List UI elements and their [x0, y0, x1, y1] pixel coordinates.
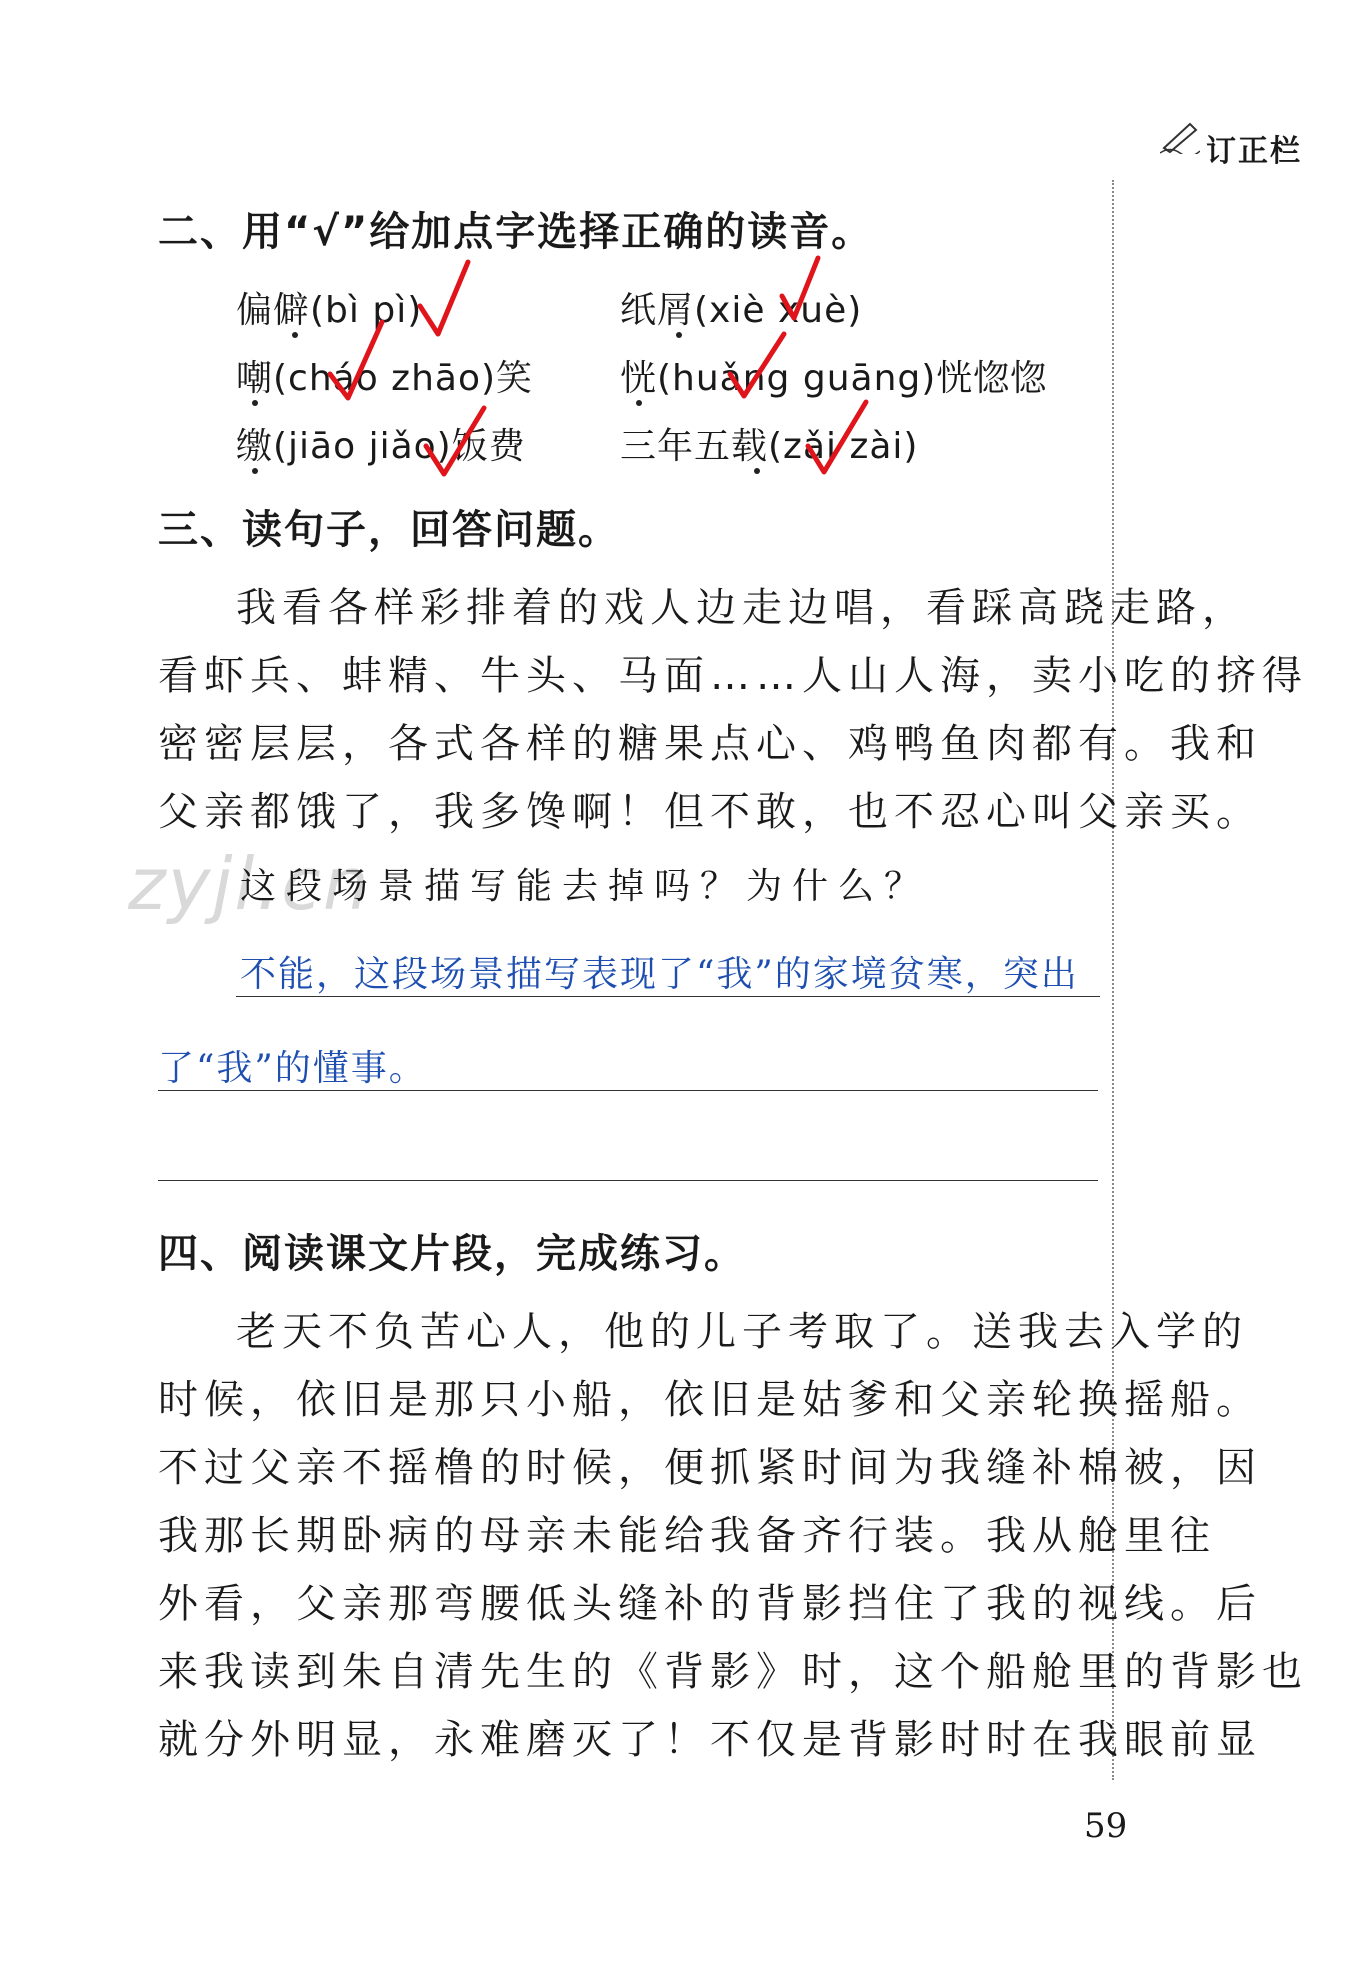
pinyin-item: 缴(jiāo jiǎo)饭费	[236, 426, 526, 467]
passage-line: 来我读到朱自清先生的《背影》时，这个船舱里的背影也	[158, 1649, 1308, 1695]
passage-line: 就分外明显，永难磨灭了！不仅是背影时时在我眼前显	[158, 1717, 1262, 1763]
answer-rule	[158, 1180, 1098, 1181]
passage-line: 外看，父亲那弯腰低头缝补的背影挡住了我的视线。后	[158, 1581, 1262, 1627]
passage-line: 老天不负苦心人，他的儿子考取了。送我去入学的	[236, 1309, 1248, 1355]
check-marks	[0, 0, 1355, 520]
passage-line: 父亲都饿了，我多馋啊！但不敢，也不忍心叫父亲买。	[158, 789, 1262, 835]
answer-rule	[236, 996, 1100, 997]
section2-heading: 二、用“√”给加点字选择正确的读音。	[158, 209, 874, 255]
page-number: 59	[1084, 1806, 1128, 1846]
section3-heading: 三、读句子，回答问题。	[158, 507, 620, 553]
check-mark	[330, 322, 382, 398]
passage-line: 时候，依旧是那只小船，依旧是姑爹和父亲轮换摇船。	[158, 1377, 1262, 1423]
check-mark	[808, 402, 866, 472]
pinyin-item: 恍(huǎng guāng)恍惚惚	[620, 358, 1048, 399]
pinyin-item: 偏僻(bì pì)	[236, 290, 423, 331]
pinyin-item: 三年五载(zǎi zài)	[620, 426, 919, 467]
question-text: 这段场景描写能去掉吗？为什么？	[240, 866, 931, 907]
passage-line: 不过父亲不摇橹的时候，便抓紧时间为我缝补棉被，因	[158, 1445, 1262, 1491]
correction-column-label: 订正栏	[1206, 134, 1302, 169]
section4-heading: 四、阅读课文片段，完成练习。	[158, 1231, 746, 1277]
passage-line: 我那长期卧病的母亲未能给我备齐行装。我从舱里往	[158, 1513, 1216, 1559]
answer-rule	[158, 1090, 1098, 1091]
watermark: zyjl.cn	[128, 842, 371, 926]
answer-text-line2: 了“我”的懂事。	[158, 1048, 427, 1089]
answer-text-line1: 不能，这段场景描写表现了“我”的家境贫寒，突出	[240, 954, 1079, 995]
check-mark	[420, 262, 468, 334]
check-mark	[730, 334, 784, 396]
passage-line: 看虾兵、蚌精、牛头、马面……人山人海，卖小吃的挤得	[158, 653, 1308, 699]
passage-line: 密密层层，各式各样的糖果点心、鸡鸭鱼肉都有。我和	[158, 721, 1262, 767]
pinyin-item: 嘲(cháo zhāo)笑	[236, 358, 534, 399]
pinyin-item: 纸屑(xiè xuè)	[620, 290, 863, 331]
passage-line: 我看各样彩排着的戏人边走边唱，看踩高跷走路，	[236, 585, 1248, 631]
check-mark	[426, 408, 484, 474]
check-mark	[782, 258, 818, 318]
